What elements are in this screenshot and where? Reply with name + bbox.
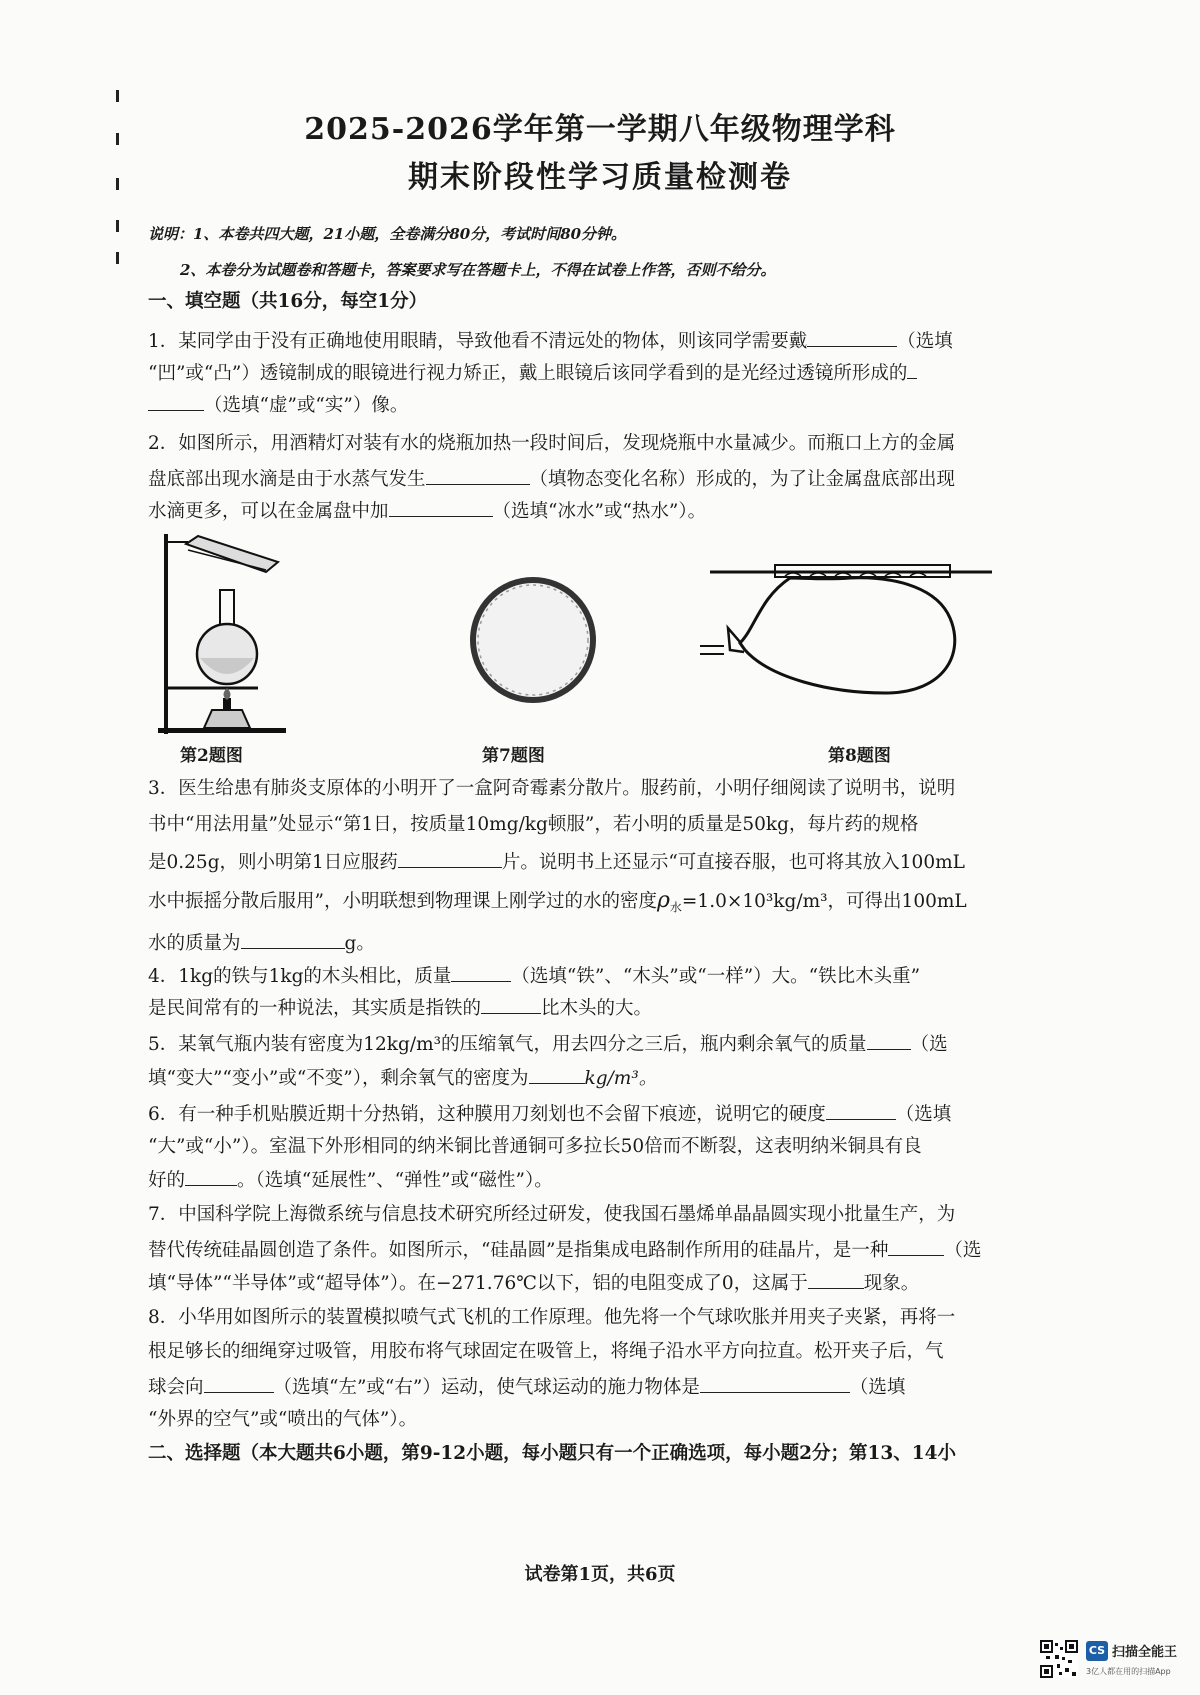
instructions-line-2: 2、本卷分为试题卷和答题卡，答案要求写在答题卡上，不得在试卷上作答，否则不给分。 [180, 261, 776, 279]
section-2-heading: 二、选择题（本大题共6小题，第9-12小题，每小题只有一个正确选项，每小题2分；第13、14小 [148, 1443, 957, 1464]
answer-blank [700, 1374, 850, 1393]
answer-blank [807, 328, 897, 347]
answer-blank [867, 1031, 911, 1050]
figure-2-caption: 第2题图 [180, 746, 243, 766]
q4-line-2 [148, 995, 1043, 1021]
q1-text: “凹”或“凸”）透镜制成的眼镜进行视力矫正，戴上眼镜后该同学看到的是光经过透镜所形成的 [148, 363, 908, 384]
q7-text: 填“导体”“半导体”或“超导体”）。在−271.76℃以下，铝的电阻变成了0，这属于 [148, 1273, 808, 1294]
q3-line-1: 3．医生给患有肺炎支原体的小明开了一盒阿奇霉素分散片。服药前，小明仔细阅读了说明书，说明 [148, 778, 956, 799]
q3-text: 片。说明书上还显示“可直接吞服，也可将其放入100mL [501, 852, 965, 873]
q6-line-3 [148, 1167, 1043, 1193]
answer-blank [808, 1270, 864, 1289]
q7-text: 替代传统硅晶圆创造了条件。如图所示，“硅晶圆”是指集成电路制作所用的硅晶片，是一种 [148, 1240, 889, 1261]
page-number: 试卷第1页，共6页 [524, 1564, 676, 1585]
q3-text: 是0.25g，则小明第1日应服药 [148, 852, 398, 873]
q4-text: 比木头的大。 [541, 998, 653, 1019]
q5-text: 填“变大”“变小”或“不变”），剩余氧气的密度为 [148, 1068, 529, 1089]
q7-line-1: 7．中国科学院上海微系统与信息技术研究所经过研发，使我国石墨烯单晶晶圆实现小批量生产，为 [148, 1204, 956, 1225]
q6-line-1 [148, 1101, 1043, 1127]
q1-line-3 [148, 392, 1043, 418]
exam-subtitle: 期末阶段性学习质量检测卷 [408, 160, 792, 195]
q2-text: （填物态变化名称）形成的，为了让金属盘底部出现 [529, 469, 956, 490]
margin-tick [116, 90, 119, 102]
answer-blank [826, 1101, 896, 1120]
q8-text: （选填 [849, 1377, 906, 1398]
scanner-app-name: 扫描全能王 [1112, 1645, 1178, 1660]
q4-text: 是民间常有的一种说法，其实质是指铁的 [148, 998, 482, 1019]
instructions-line-1: 说明：1、本卷共四大题，21小题，全卷满分80分，考试时间80分钟。 [148, 225, 627, 243]
margin-tick [116, 252, 119, 264]
exam-title: 2025-2026学年第一学期八年级物理学科 [304, 112, 896, 147]
q4-line-1 [148, 963, 1043, 989]
q3-text: 水的质量为 [148, 933, 241, 954]
section-1-heading: 一、填空题（共16分，每空1分） [148, 291, 428, 312]
rho-subscript: 水 [669, 900, 682, 915]
q3-text: 水中振摇分散后服用”，小明联想到物理课上刚学过的水的密度 [148, 891, 657, 912]
q8-text: （选填“左”或“右”）运动，使气球运动的施力物体是 [273, 1377, 700, 1398]
q1-text: （选填“虚”或“实”）像。 [204, 395, 409, 416]
q3-text: g。 [344, 933, 375, 954]
answer-blank [426, 466, 530, 485]
q4-text: （选填“铁”、“木头”或“一样”）大。“铁比木头重” [511, 966, 921, 987]
q1-line-2 [148, 360, 1043, 386]
flask-heating-figure [158, 530, 288, 735]
figure-8-caption: 第8题图 [828, 746, 891, 766]
answer-blank [907, 360, 917, 379]
answer-blank [888, 1237, 944, 1256]
balloon-jet-figure [700, 558, 1000, 723]
q7-line-3 [148, 1270, 1043, 1296]
q1-text: 1．某同学由于没有正确地使用眼睛，导致他看不清远处的物体，则该同学需要戴 [148, 331, 808, 352]
margin-tick [116, 220, 119, 232]
q1-text: （选填 [897, 331, 953, 352]
q5-text: 5．某氧气瓶内装有密度为12kg/m³的压缩氧气，用去四分之三后，瓶内剩余氧气的质量 [148, 1034, 867, 1055]
q5-text: （选 [910, 1034, 948, 1055]
q2-line-3 [148, 498, 1043, 524]
q3-line-2: 书中“用法用量”处显示“第1日，按质量10mg/kg顿服”，若小明的质量是50kg，每片药的规格 [148, 814, 919, 835]
q3-line-4 [148, 889, 1043, 920]
q2-text: 盘底部出现水滴是由于水蒸气发生 [148, 469, 426, 490]
answer-blank [451, 963, 511, 982]
silicon-wafer-figure [468, 575, 598, 705]
q7-text: （选 [944, 1240, 982, 1261]
qr-code-icon [1040, 1640, 1078, 1678]
q7-line-2 [148, 1237, 1043, 1263]
answer-blank [185, 1167, 237, 1186]
q7-text: 现象。 [863, 1273, 920, 1294]
q8-line-3 [148, 1374, 1043, 1400]
answer-blank [529, 1065, 585, 1084]
q6-text: 好的 [148, 1170, 186, 1191]
q5-text: kg/m³。 [584, 1068, 658, 1089]
answer-blank [148, 392, 204, 411]
q8-line-1: 8．小华用如图所示的装置模拟喷气式飞机的工作原理。他先将一个气球吹胀并用夹子夹紧，再将一 [148, 1307, 956, 1328]
figure-7-caption: 第7题图 [482, 746, 545, 766]
q5-line-2 [148, 1065, 1043, 1091]
q6-text: 6．有一种手机贴膜近期十分热销，这种膜用刀刻划也不会留下痕迹，说明它的硬度 [148, 1104, 826, 1125]
q4-text: 4．1kg的铁与1kg的木头相比，质量 [148, 966, 452, 987]
scanner-app-tagline: 3亿人都在用的扫描App [1086, 1667, 1171, 1676]
q2-line-2 [148, 466, 1043, 492]
q2-text: （选填“冰水”或“热水”）。 [492, 501, 707, 522]
q2-text: 水滴更多，可以在金属盘中加 [148, 501, 389, 522]
q2-line-1: 2．如图所示，用酒精灯对装有水的烧瓶加热一段时间后，发现烧瓶中水量减少。而瓶口上方的金属 [148, 433, 956, 454]
q6-line-2: “大”或“小”）。室温下外形相同的纳米铜比普通铜可多拉长50倍而不断裂，这表明纳米铜具有良 [148, 1136, 922, 1157]
answer-blank [481, 995, 541, 1014]
q8-text: 球会向 [148, 1377, 204, 1398]
q3-line-5 [148, 930, 1043, 956]
camscanner-logo-icon: CS [1086, 1641, 1108, 1661]
q8-line-2: 根足够长的细绳穿过吸管，用胶布将气球固定在吸管上，将绳子沿水平方向拉直。松开夹子后，气 [148, 1341, 944, 1362]
answer-blank [398, 849, 502, 868]
q8-line-4: “外界的空气”或“喷出的气体”）。 [148, 1409, 418, 1430]
q1-line-1 [148, 328, 1043, 354]
rho-symbol: ρ [656, 889, 670, 913]
q5-line-1 [148, 1031, 1043, 1057]
q6-text: （选填 [895, 1104, 952, 1125]
q3-line-3 [148, 849, 1043, 875]
answer-blank [204, 1374, 274, 1393]
answer-blank [241, 930, 345, 949]
q6-text: 。（选填“延展性”、“弹性”或“磁性”）。 [237, 1170, 553, 1191]
q3-text: =1.0×10³kg/m³，可得出100mL [681, 891, 967, 912]
answer-blank [389, 498, 493, 517]
